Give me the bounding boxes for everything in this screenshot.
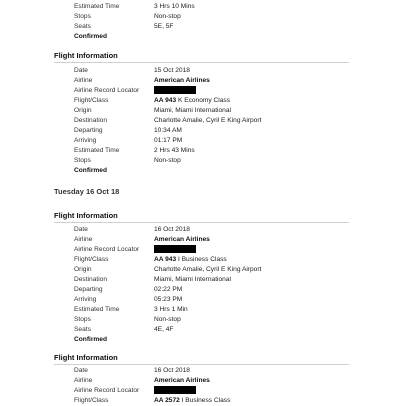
row-value: 16 Oct 2018 (154, 226, 190, 233)
row-label: Estimated Time (74, 306, 120, 313)
row-label: Airline (74, 377, 93, 384)
row-label: Stops (74, 157, 91, 164)
cabin-class: K Economy Class (177, 97, 231, 104)
status-label: Confirmed (74, 167, 107, 174)
row-value: 3 Hrs 1 Min (154, 306, 188, 313)
info-row-record-locator (0, 86, 400, 96)
status-confirmed (0, 166, 400, 176)
section-title-flight-information: Flight Information (54, 353, 118, 362)
info-row-estimated-time (0, 146, 400, 156)
row-value: 02:22 PM (154, 286, 183, 293)
row-label: Origin (74, 107, 92, 114)
info-row-departing (0, 285, 400, 295)
info-row-stops (0, 315, 400, 325)
info-row-date (0, 225, 400, 235)
row-value: 15 Oct 2018 (154, 67, 190, 74)
section-divider (54, 222, 349, 223)
airline-name: American Airlines (154, 236, 210, 243)
row-label: Airline Record Locator (74, 87, 140, 94)
row-value: Charlotte Amalie, Cyril E King Airport (154, 117, 262, 124)
row-label: Arriving (74, 137, 97, 144)
info-row-departing (0, 126, 400, 136)
info-row-date (0, 366, 400, 376)
info-row-estimated-time (0, 305, 400, 315)
row-label: Stops (74, 316, 91, 323)
info-row-seats (0, 325, 400, 335)
row-label: Date (74, 226, 88, 233)
row-label: Destination (74, 117, 107, 124)
info-row-flight-class (0, 396, 400, 406)
day-heading: Tuesday 16 Oct 18 (54, 187, 120, 196)
cabin-class: I Business Class (181, 397, 231, 404)
row-label: Arriving (74, 296, 97, 303)
section-divider (54, 62, 349, 63)
info-row-origin (0, 265, 400, 275)
section-divider (54, 364, 349, 365)
row-value: 16 Oct 2018 (154, 367, 190, 374)
row-value: Charlotte Amalie, Cyril E King Airport (154, 266, 262, 273)
row-label: Departing (74, 127, 103, 134)
row-label: Flight/Class (74, 256, 109, 263)
section-title-flight-information: Flight Information (54, 51, 118, 60)
info-row-flight-class (0, 255, 400, 265)
info-row-record-locator (0, 245, 400, 255)
info-row-estimated-time (0, 2, 400, 12)
row-value: 2 Hrs 43 Mins (154, 147, 195, 154)
redacted-locator (154, 245, 196, 253)
info-row-arriving (0, 136, 400, 146)
row-label: Stops (74, 13, 91, 20)
flight-number: AA 943 (154, 256, 177, 263)
info-row-seats (0, 22, 400, 32)
row-label: Flight/Class (74, 397, 109, 404)
row-value: 05:23 PM (154, 296, 183, 303)
row-value: 01:17 PM (154, 137, 183, 144)
info-row-flight-class (0, 96, 400, 106)
row-label: Airline Record Locator (74, 387, 140, 394)
row-label: Departing (74, 286, 103, 293)
info-row-record-locator (0, 386, 400, 396)
row-value: 4E, 4F (154, 326, 174, 333)
row-label: Seats (74, 23, 91, 30)
info-row-arriving (0, 295, 400, 305)
status-confirmed (0, 32, 400, 42)
row-value: 10:34 AM (154, 127, 182, 134)
row-value: 5E, 5F (154, 23, 174, 30)
row-label: Estimated Time (74, 147, 120, 154)
row-label: Destination (74, 276, 107, 283)
row-value: 3 Hrs 10 Mins (154, 3, 195, 10)
info-row-destination (0, 275, 400, 285)
flight-number: AA 2572 (154, 397, 180, 404)
info-row-stops (0, 12, 400, 22)
info-row-destination (0, 116, 400, 126)
row-value: Non-stop (154, 157, 181, 164)
flight-number: AA 943 (154, 97, 177, 104)
status-confirmed (0, 335, 400, 345)
row-label: Flight/Class (74, 97, 109, 104)
redacted-locator (154, 86, 196, 94)
info-row-airline (0, 235, 400, 245)
airline-name: American Airlines (154, 377, 210, 384)
row-value: Non-stop (154, 13, 181, 20)
info-row-origin (0, 106, 400, 116)
info-row-airline (0, 76, 400, 86)
redacted-locator (154, 386, 196, 394)
row-label: Airline (74, 236, 93, 243)
row-value: Miami, Miami International (154, 107, 231, 114)
row-label: Estimated Time (74, 3, 120, 10)
row-label: Date (74, 67, 88, 74)
row-value: Non-stop (154, 316, 181, 323)
row-label: Date (74, 367, 88, 374)
info-row-airline (0, 376, 400, 386)
cabin-class: I Business Class (177, 256, 227, 263)
status-label: Confirmed (74, 336, 107, 343)
status-label: Confirmed (74, 33, 107, 40)
airline-name: American Airlines (154, 77, 210, 84)
row-label: Seats (74, 326, 91, 333)
section-title-flight-information: Flight Information (54, 211, 118, 220)
row-label: Airline Record Locator (74, 246, 140, 253)
row-value: Miami, Miami International (154, 276, 231, 283)
row-label: Airline (74, 77, 93, 84)
info-row-date (0, 66, 400, 76)
info-row-stops (0, 156, 400, 166)
row-label: Origin (74, 266, 92, 273)
